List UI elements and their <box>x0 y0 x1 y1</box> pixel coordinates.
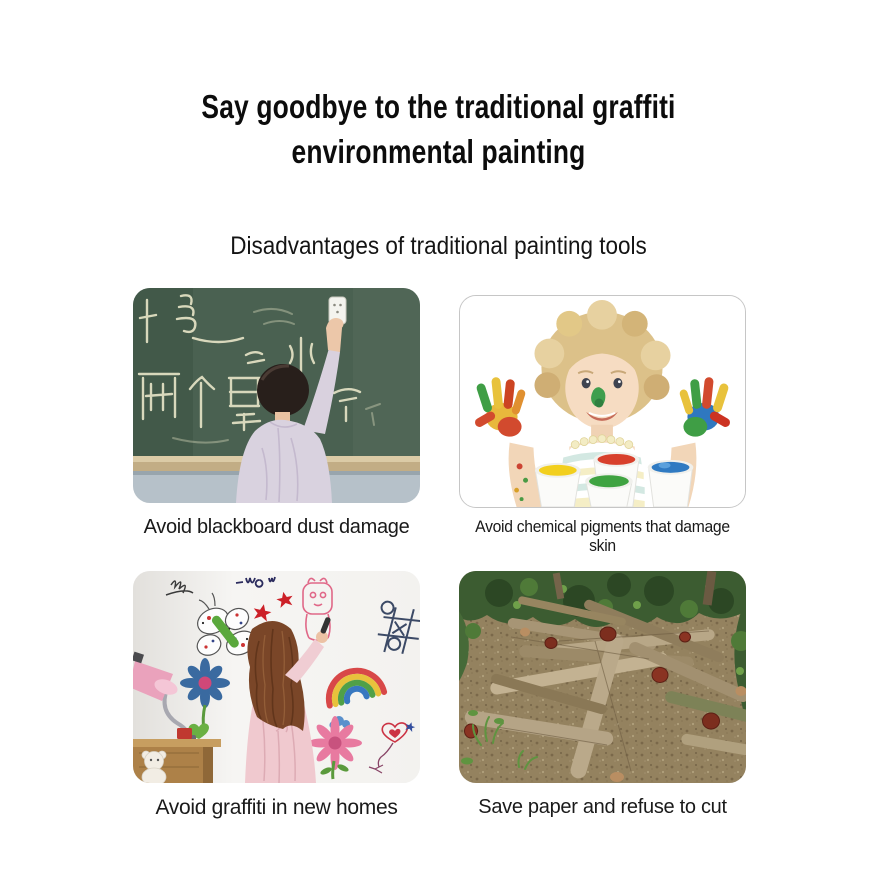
logs-photo-illustration <box>459 571 746 783</box>
painted-hands-photo-illustration <box>460 296 745 507</box>
photo-grid <box>133 288 746 820</box>
photo-boy-writing-on-blackboard <box>133 288 420 503</box>
caption-blackboard: Avoid blackboard dust damage <box>143 516 410 538</box>
photo-pile-of-cut-logs <box>459 571 746 783</box>
card-cut-logs <box>459 571 746 820</box>
page-title-line1: Say goodbye to the traditional graffiti <box>201 88 676 125</box>
caption-painted-hands: Avoid chemical pigments that damage skin <box>475 518 730 555</box>
caption-cut-logs: Save paper and refuse to cut <box>478 796 727 818</box>
card-blackboard <box>133 288 420 556</box>
caption-graffiti-wall: Avoid graffiti in new homes <box>155 796 398 819</box>
photo-girl-drawing-on-wall <box>133 571 420 783</box>
card-painted-hands <box>459 288 746 556</box>
page-title-line2: environmental painting <box>291 133 586 170</box>
page-title <box>88 0 790 174</box>
blackboard-photo-illustration <box>133 288 420 503</box>
wall-drawing-photo-illustration <box>133 571 420 783</box>
card-graffiti-wall <box>133 571 420 820</box>
section-subtitle: Disadvantages of traditional painting tools <box>230 232 647 260</box>
photo-girl-with-painted-hands <box>459 295 746 508</box>
